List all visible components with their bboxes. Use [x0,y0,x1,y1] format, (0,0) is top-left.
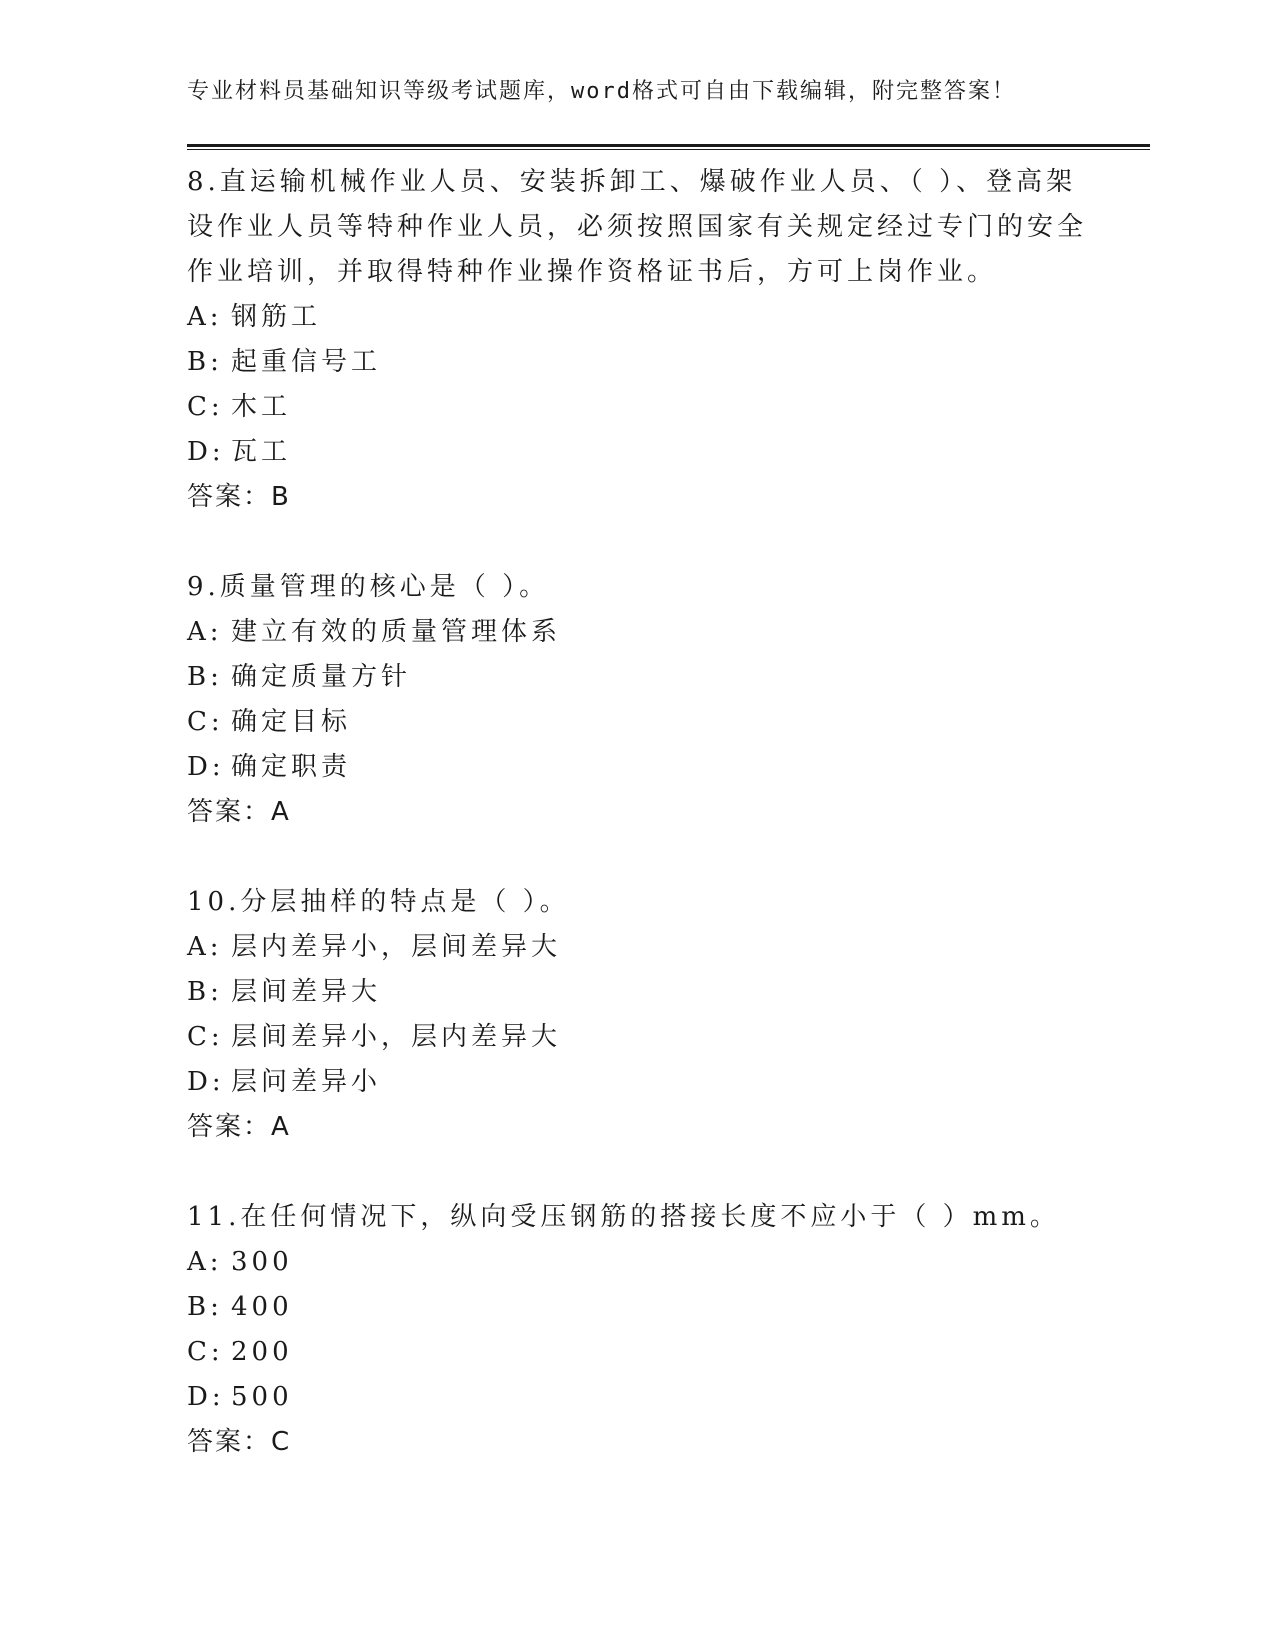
option-label: C: [187,707,224,737]
option-a [187,925,1087,970]
option-text: 200 [231,1337,293,1367]
question-8 [187,160,1087,520]
option-label: A: [187,1247,223,1277]
option-text: 确定职责 [231,752,352,782]
answer-line: 答案：A [187,1112,291,1142]
option-text: 木工 [231,392,292,422]
option-label: A: [187,617,223,647]
option-text: 300 [231,1247,293,1277]
option-b [187,1285,1087,1330]
option-b [187,340,1087,385]
option-b [187,655,1087,700]
option-d [187,745,1087,790]
document-header: 专业材料员基础知识等级考试题库，word格式可自由下载编辑，附完整答案！ [187,79,1016,104]
option-d [187,430,1087,475]
option-text: 钢筋工 [231,302,322,332]
option-text: 400 [231,1292,293,1322]
option-a [187,1240,1087,1285]
option-c [187,1330,1087,1375]
option-c [187,1015,1087,1060]
option-c [187,700,1087,745]
option-d [187,1375,1087,1420]
option-label: B: [187,662,223,692]
option-c [187,385,1087,430]
option-text: 500 [231,1382,293,1412]
option-label: D: [187,1382,225,1412]
header-divider-thick [187,144,1150,147]
option-text: 瓦工 [231,437,292,467]
question-stem: 10.分层抽样的特点是（ ）。 [187,887,570,917]
question-stem: 8.直运输机械作业人员、安装拆卸工、爆破作业人员、（ ）、登高架设作业人员等特种作业人员，必须按照国家有关规定经过专门的安全作业培训，并取得特种作业操作资格证书后，方可上岗作业。 [187,167,1088,287]
option-text: 层间差异大 [231,977,382,1007]
option-label: B: [187,347,223,377]
question-10 [187,880,1087,1150]
option-text: 确定目标 [231,707,352,737]
option-label: D: [187,437,225,467]
option-text: 层问差异小 [231,1067,382,1097]
question-9 [187,565,1087,835]
answer-line: 答案：A [187,797,291,827]
option-a [187,295,1087,340]
option-label: C: [187,1022,224,1052]
option-d [187,1060,1087,1105]
option-text: 层内差异小，层间差异大 [231,932,562,962]
question-11 [187,1195,1087,1465]
option-label: C: [187,392,224,422]
option-text: 确定质量方针 [231,662,412,692]
option-label: C: [187,1337,224,1367]
option-b [187,970,1087,1015]
option-label: A: [187,302,223,332]
option-text: 起重信号工 [231,347,382,377]
question-list [187,160,1087,1510]
option-text: 建立有效的质量管理体系 [231,617,562,647]
answer-line: 答案：B [187,482,291,512]
option-label: A: [187,932,223,962]
answer-line: 答案：C [187,1427,292,1457]
option-label: B: [187,977,223,1007]
option-label: D: [187,752,225,782]
question-stem: 9.质量管理的核心是（ ）。 [187,572,550,602]
option-label: B: [187,1292,223,1322]
option-a [187,610,1087,655]
option-text: 层间差异小，层内差异大 [231,1022,562,1052]
option-label: D: [187,1067,225,1097]
header-divider-thin [187,149,1150,150]
question-stem: 11.在任何情况下，纵向受压钢筋的搭接长度不应小于（ ）mm。 [187,1202,1060,1232]
